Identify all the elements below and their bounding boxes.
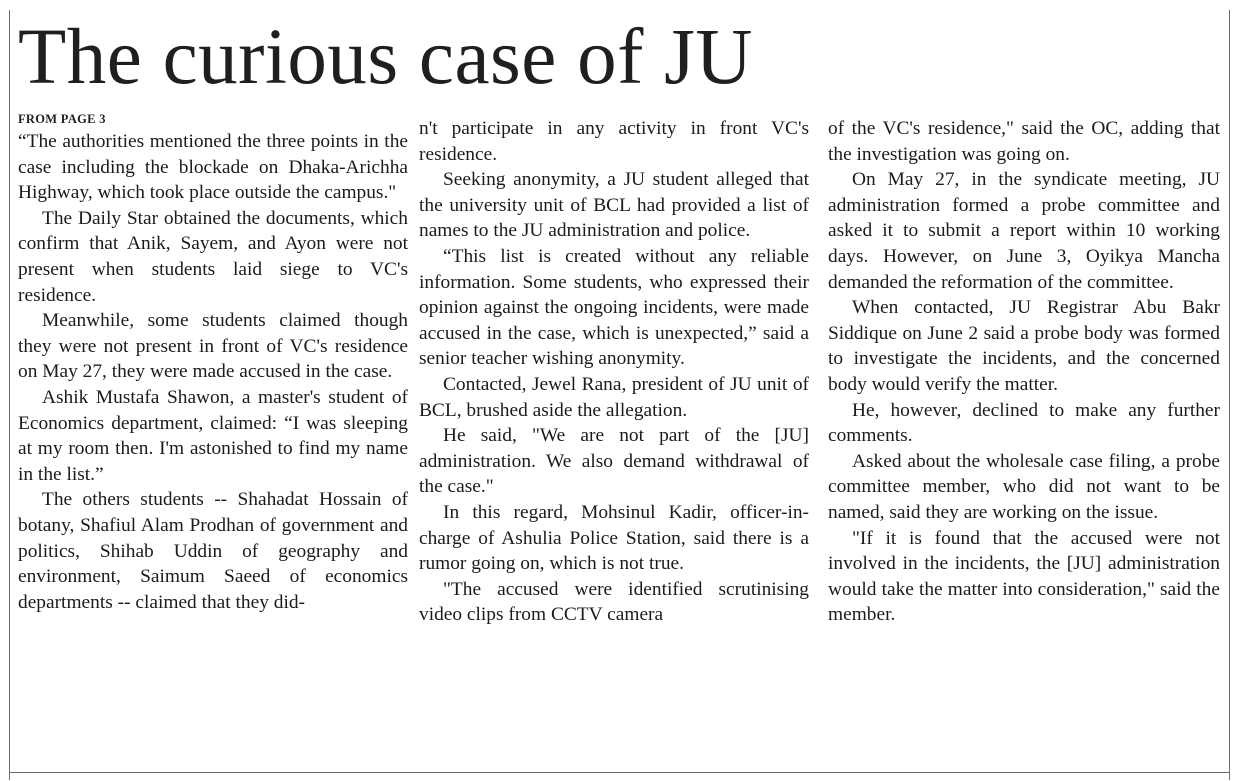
article-column-1 [18, 112, 408, 615]
article-column-2 [419, 116, 809, 628]
paragraph: "The accused were identified scrutinising video clips from CCTV camera [419, 578, 809, 626]
paragraph: Ashik Mustafa Shawon, a master's student of Economics department, claimed: “I was sleeping at my room then. I'm astonished to find my name in the list.” [18, 386, 408, 485]
paragraph: Contacted, Jewel Rana, president of JU unit of BCL, brushed aside the allegation. [419, 373, 809, 421]
paragraph: Seeking anonymity, a JU student alleged that the university unit of BCL had provided a list of names to the JU administration and police. [419, 169, 809, 242]
paragraph: He said, "We are not part of the [JU] administration. We also demand withdrawal of the case." [419, 425, 809, 498]
paragraph: “The authorities mentioned the three points in the case including the blockade on Dhaka-Arichha Highway, which took place outside the campus." [18, 131, 408, 204]
paragraph: “This list is created without any reliable information. Some students, who expressed their opinion against the ongoing incidents, were made accused in the case, which is unexpected,” said a senior teacher wishing anonymity. [419, 245, 809, 370]
paragraph: When contacted, JU Registrar Abu Bakr Siddique on June 2 said a probe body was formed to investigate the incidents, and the concerned body would verify the matter. [828, 297, 1220, 395]
right-border-rule [1229, 10, 1230, 780]
article-column-3 [828, 116, 1220, 628]
bottom-border-rule [9, 772, 1230, 773]
paragraph: The others students -- Shahadat Hossain of botany, Shafiul Alam Prodhan of government and politics, Shihab Uddin of geography and environment, Saimum Saeed of economics departments -- claimed that they did- [18, 489, 408, 613]
paragraph: He, however, declined to make any further comments. [828, 399, 1220, 447]
continuation-kicker: FROM PAGE 3 [18, 112, 106, 126]
paragraph: n't participate in any activity in front VC's residence. [419, 118, 809, 165]
paragraph: The Daily Star obtained the documents, which confirm that Anik, Sayem, and Ayon were not present when students laid siege to VC's residence. [18, 207, 408, 306]
left-border-rule [9, 10, 10, 780]
paragraph: Asked about the wholesale case filing, a probe committee member, who did not want to be named, said they are working on the issue. [828, 450, 1220, 523]
paragraph: Meanwhile, some students claimed though they were not present in front of VC's residence on May 27, they were made accused in the case. [18, 310, 408, 383]
paragraph: of the VC's residence," said the OC, adding that the investigation was going on. [828, 118, 1220, 165]
paragraph: On May 27, in the syndicate meeting, JU administration formed a probe committee and asked it to submit a report within 10 working days. However, on June 3, Oyikya Mancha demanded the reformation of the committee. [828, 169, 1220, 293]
paragraph: In this regard, Mohsinul Kadir, officer-in-charge of Ashulia Police Station, said there is a rumor going on, which is not true. [419, 501, 809, 575]
headline: The curious case of JU [18, 14, 753, 101]
paragraph: "If it is found that the accused were not involved in the incidents, the [JU] administration would take the matter into consideration," said the member. [828, 527, 1220, 626]
